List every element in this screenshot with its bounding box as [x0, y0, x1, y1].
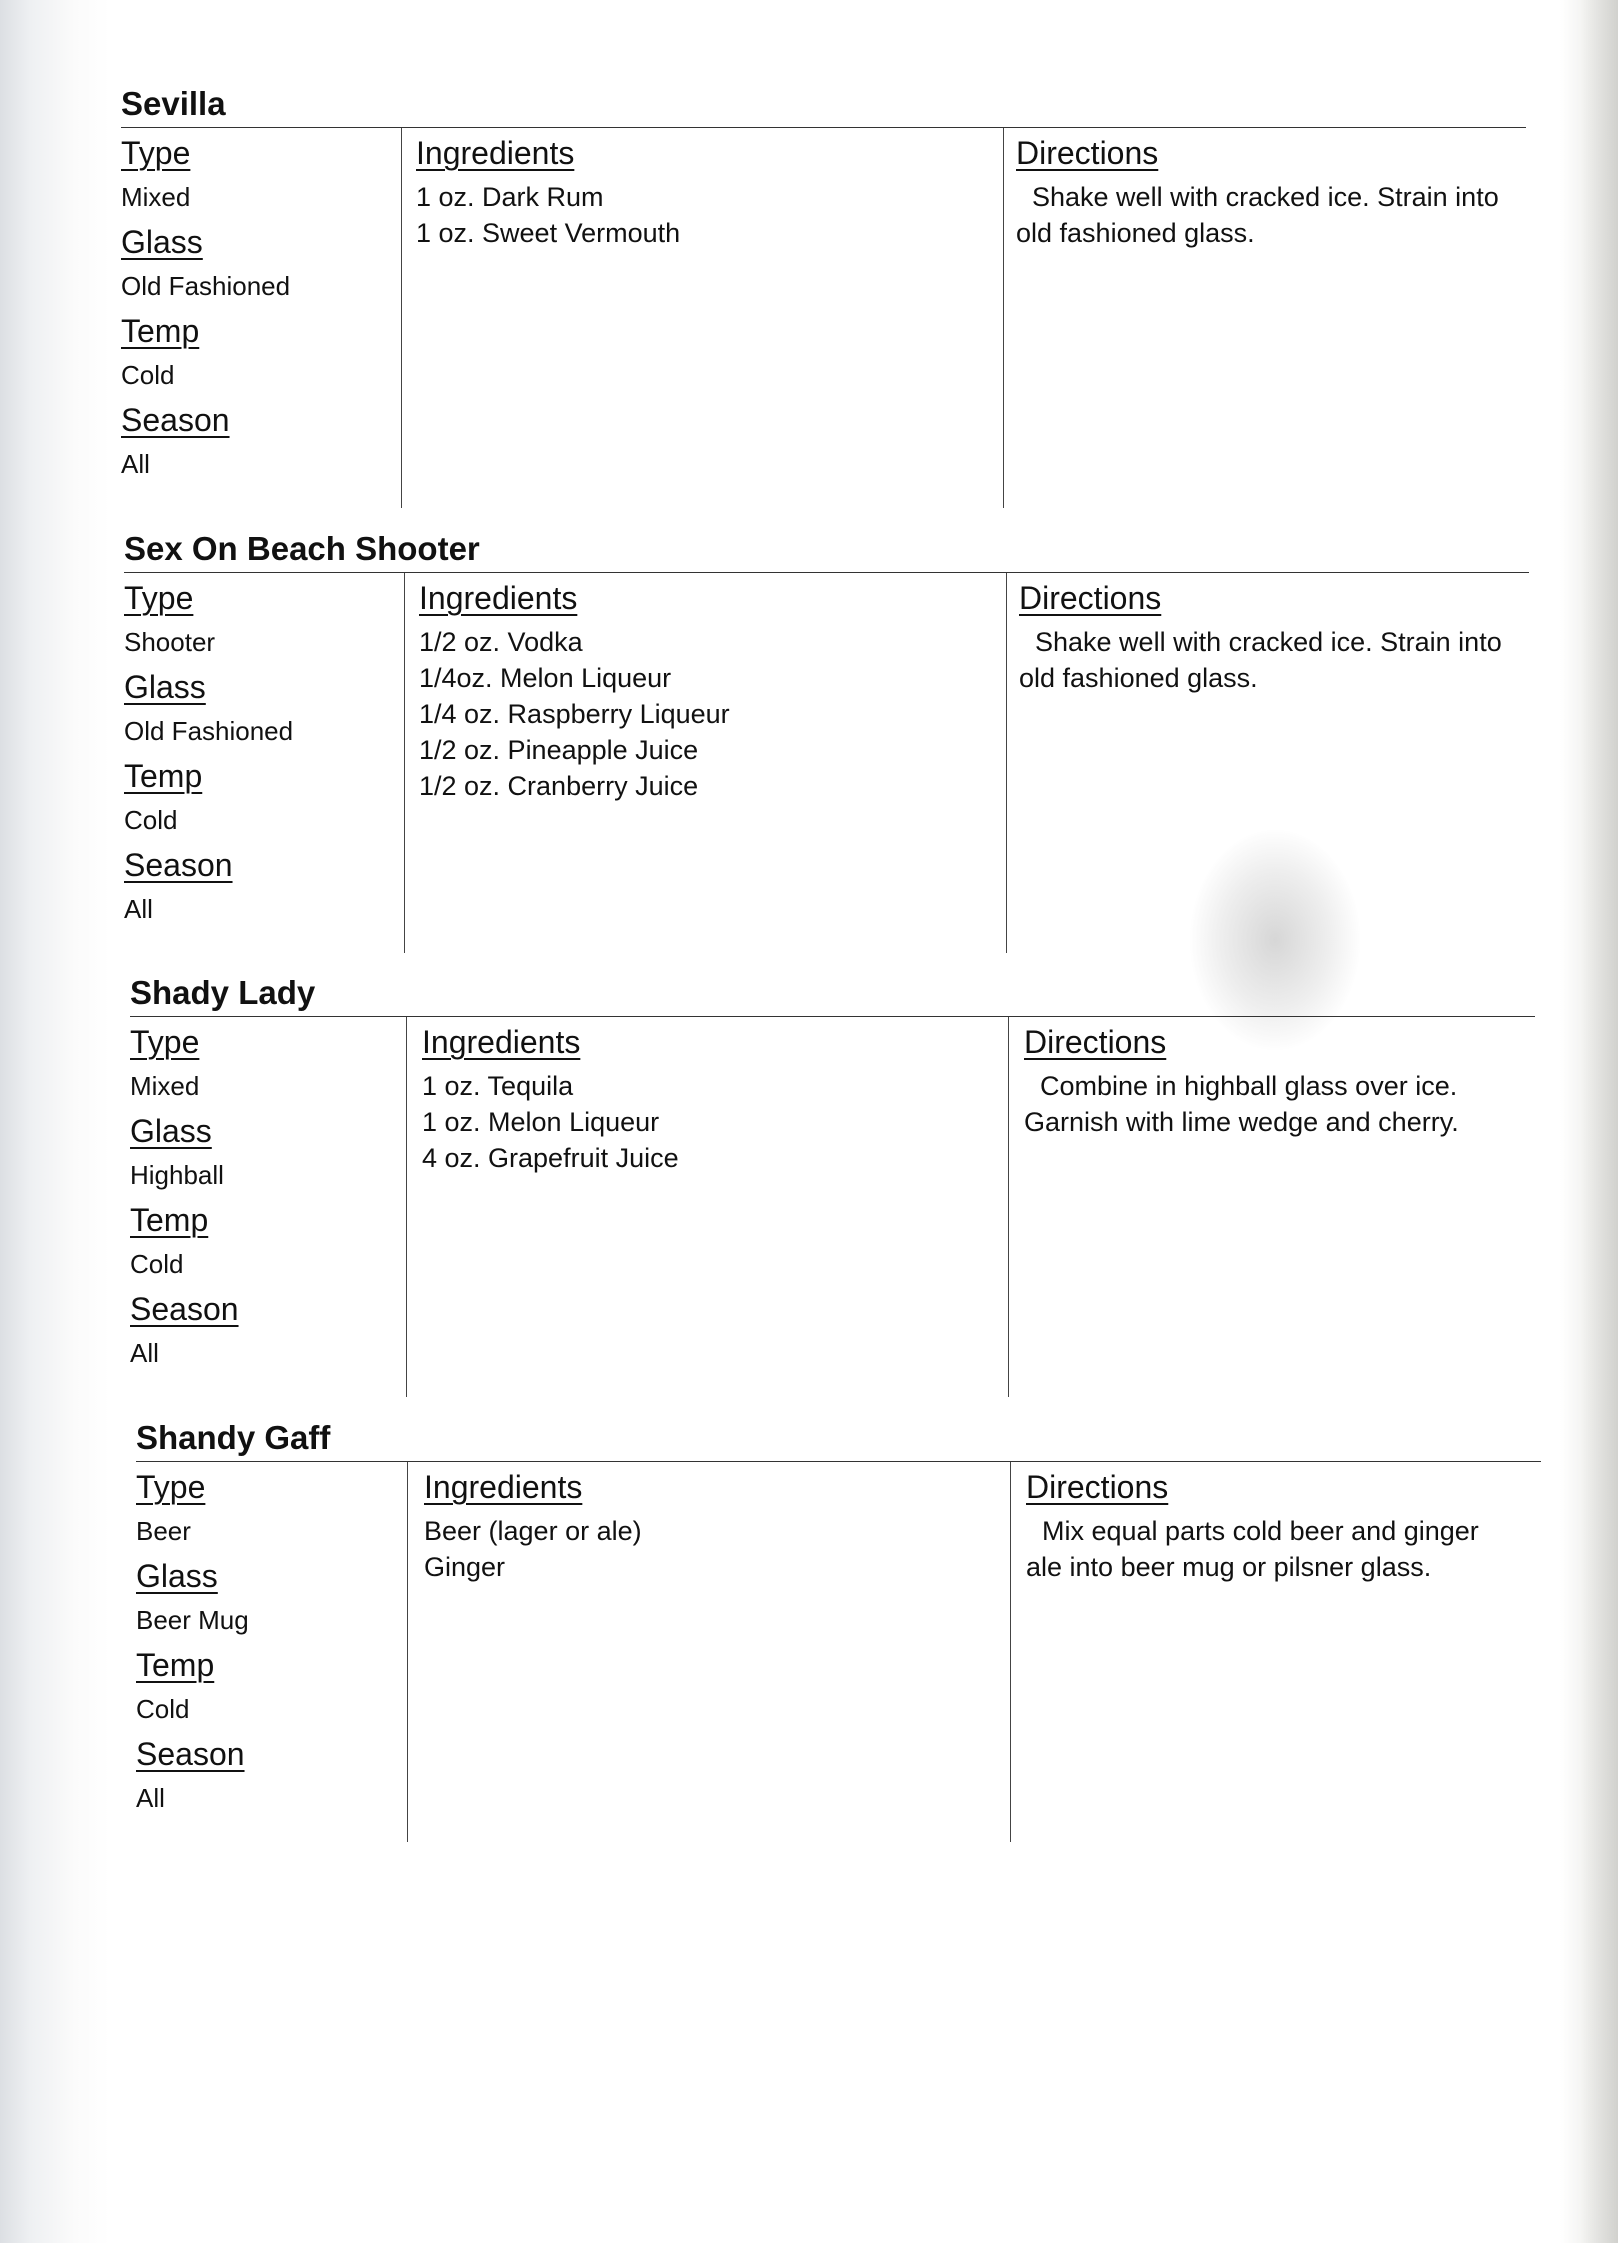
season-heading: Season [124, 847, 233, 883]
ingredients-heading: Ingredients [419, 580, 578, 616]
season-value: All [121, 449, 150, 479]
directions-text: Combine in highball glass over ice. Garnish with lime wedge and cherry. [1024, 1071, 1459, 1137]
temp-value: Cold [121, 360, 175, 390]
directions-column [1019, 578, 1519, 696]
type-heading: Type [121, 135, 191, 171]
column-divider [1006, 573, 1007, 953]
glass-value: Old Fashioned [121, 271, 291, 301]
ingredient-item: 1/2 oz. Vodka [419, 627, 583, 657]
bleed-through-gutter [0, 0, 80, 2243]
directions-text: Mix equal parts cold beer and ginger ale into beer mug or pilsner glass. [1026, 1516, 1479, 1582]
recipe-card [121, 85, 1531, 525]
temp-heading: Temp [121, 313, 200, 349]
recipe-title: Sevilla [121, 85, 226, 122]
season-value: All [130, 1338, 159, 1368]
page-edge-shadow [1580, 0, 1618, 2243]
season-value: All [136, 1783, 165, 1813]
ingredients-heading: Ingredients [422, 1024, 581, 1060]
ingredients-column [424, 1467, 1004, 1585]
directions-text: Shake well with cracked ice. Strain into old fashioned glass. [1016, 182, 1499, 248]
ingredient-item: Ginger [424, 1552, 506, 1582]
season-heading: Season [121, 402, 230, 438]
temp-value: Cold [136, 1694, 190, 1724]
ingredients-column [422, 1022, 1002, 1176]
glass-heading: Glass [124, 669, 206, 705]
meta-column [121, 133, 391, 489]
directions-heading: Directions [1024, 1024, 1167, 1060]
directions-column [1026, 1467, 1526, 1585]
title-rule [124, 572, 1529, 573]
recipe-title: Shady Lady [130, 974, 316, 1011]
recipe-title: Sex On Beach Shooter [124, 530, 480, 567]
season-heading: Season [130, 1291, 239, 1327]
column-divider [401, 128, 402, 508]
meta-column [136, 1467, 406, 1823]
directions-heading: Directions [1019, 580, 1162, 616]
type-heading: Type [124, 580, 194, 616]
title-rule [130, 1016, 1535, 1017]
type-heading: Type [136, 1469, 206, 1505]
type-value: Beer [136, 1516, 191, 1546]
column-divider [404, 573, 405, 953]
season-value: All [124, 894, 153, 924]
column-divider [406, 1017, 407, 1397]
glass-heading: Glass [136, 1558, 218, 1594]
glass-value: Beer Mug [136, 1605, 249, 1635]
title-rule [136, 1461, 1541, 1462]
column-divider [1003, 128, 1004, 508]
ingredient-item: 1/2 oz. Cranberry Juice [419, 771, 699, 801]
directions-heading: Directions [1026, 1469, 1169, 1505]
ingredient-item: 1 oz. Sweet Vermouth [416, 218, 681, 248]
recipe-card [124, 530, 1534, 970]
column-divider [1008, 1017, 1009, 1397]
temp-heading: Temp [124, 758, 203, 794]
ingredient-item: 1 oz. Tequila [422, 1071, 574, 1101]
directions-heading: Directions [1016, 135, 1159, 171]
column-divider [1010, 1462, 1011, 1842]
directions-text: Shake well with cracked ice. Strain into old fashioned glass. [1019, 627, 1502, 693]
glass-heading: Glass [121, 224, 203, 260]
ingredient-item: 1 oz. Dark Rum [416, 182, 604, 212]
temp-value: Cold [130, 1249, 184, 1279]
ingredient-item: 4 oz. Grapefruit Juice [422, 1143, 679, 1173]
directions-column [1024, 1022, 1524, 1140]
recipe-card [136, 1419, 1546, 1859]
glass-value: Old Fashioned [124, 716, 294, 746]
ingredients-column [416, 133, 996, 251]
ingredient-item: 1/4 oz. Raspberry Liqueur [419, 699, 730, 729]
ingredients-column [419, 578, 999, 804]
recipe-title: Shandy Gaff [136, 1419, 331, 1456]
glass-heading: Glass [130, 1113, 212, 1149]
type-value: Shooter [124, 627, 216, 657]
type-value: Mixed [130, 1071, 200, 1101]
temp-heading: Temp [130, 1202, 209, 1238]
ingredient-item: 1/4oz. Melon Liqueur [419, 663, 672, 693]
temp-value: Cold [124, 805, 178, 835]
type-value: Mixed [121, 182, 191, 212]
type-heading: Type [130, 1024, 200, 1060]
title-rule [121, 127, 1526, 128]
ingredient-item: Beer (lager or ale) [424, 1516, 642, 1546]
directions-column [1016, 133, 1516, 251]
ingredients-heading: Ingredients [424, 1469, 583, 1505]
ingredient-item: 1/2 oz. Pineapple Juice [419, 735, 699, 765]
meta-column [130, 1022, 400, 1378]
ingredients-heading: Ingredients [416, 135, 575, 171]
recipe-card [130, 974, 1540, 1414]
glass-value: Highball [130, 1160, 224, 1190]
ingredient-item: 1 oz. Melon Liqueur [422, 1107, 660, 1137]
temp-heading: Temp [136, 1647, 215, 1683]
column-divider [407, 1462, 408, 1842]
meta-column [124, 578, 394, 934]
season-heading: Season [136, 1736, 245, 1772]
